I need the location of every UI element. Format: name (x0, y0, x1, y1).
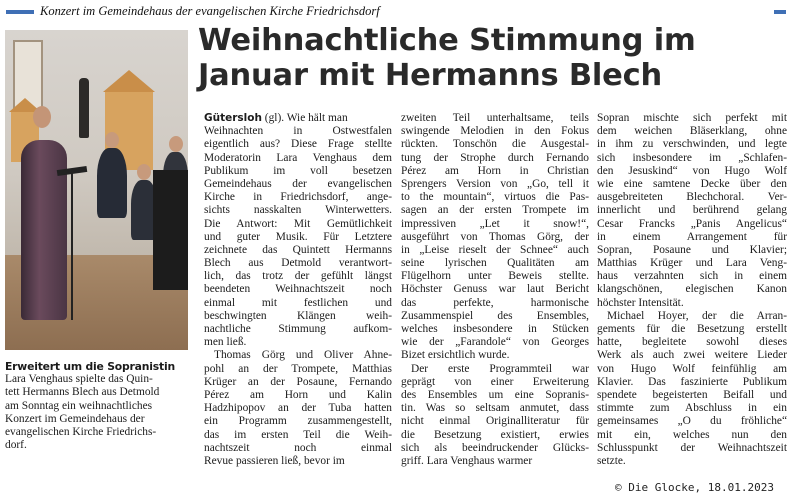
kicker-bar-right (774, 10, 786, 14)
article-line: Höchster Genuss war laut Bericht (401, 283, 589, 296)
article-line: seine lyrischen Qualitäten am (401, 257, 589, 270)
article-line: Pérez am Horn und Kalin (204, 388, 392, 401)
article-line: gements für die Besetzung erstellt (597, 323, 787, 335)
article-line: geprägt von einer Erweiterung (401, 375, 589, 388)
article-line: in ihm zu verschwinden, und legte (597, 138, 787, 151)
article-line: höchster Intensität. (597, 296, 684, 309)
article-line: Die Antwort: Mit Gemütlichkeit (204, 217, 392, 230)
dateline: Gütersloh (204, 112, 262, 124)
article-line: die Besetzung existiert, erwies (401, 428, 589, 441)
article-line: ausgeführt von Thomas Görg, der (401, 230, 589, 243)
article-line: Zusammenspiel des Ensembles, (401, 309, 589, 322)
article-line: Gemeindehaus der evangelischen (204, 177, 392, 190)
article-line: Kirche in Friedrichsdorf, ange- (204, 191, 392, 204)
article-line: sichts nasskalten Winterwetters. (204, 204, 392, 217)
article-line: men ließ. (204, 336, 247, 349)
article-line: Klavier. Das faszinierte Publikum (597, 375, 787, 388)
article-line: in einem Arrangement für (597, 230, 787, 243)
article-line: Sopran, Posaune und Klavier; (597, 243, 787, 256)
article-line: Moderatorin Lara Venghaus dem (204, 151, 392, 164)
article-line: Hadzhipopov an der Tuba hatten (204, 402, 392, 415)
article-line: griff. Lara Venghaus warmer (401, 454, 533, 467)
article-line: lich, das trotz der gefühlt längst (204, 270, 392, 283)
article-line: den Jesuskind“ von Hugo Wolf (597, 164, 787, 177)
article-line: Thomas Görg und Oliver Ahne- (214, 349, 392, 362)
article-line: beendeten Weihnachtszeit noch (204, 283, 392, 296)
kicker-bar-left (6, 10, 34, 14)
article-line: des Ensembles um eine Sopranis- (401, 388, 589, 401)
photo-music-stand (71, 170, 73, 320)
article-line (204, 112, 392, 125)
article-line: Michael Hoyer, der die Arran- (607, 309, 787, 322)
article-line: Pérez am Horn in Christian (401, 164, 589, 177)
article-text: (gl). Wie hält man (261, 112, 348, 124)
article-line: Der erste Programmteil war (411, 362, 589, 375)
photo-soprano (21, 140, 67, 320)
article-line: swingende Melodien in den Fokus (401, 125, 589, 138)
article-line: innerlicht und berührend gelang (597, 204, 787, 217)
article-line: nicht einmal Originalliteratur für (401, 415, 589, 428)
article-line: Krüger an der Posaune, Fernando (204, 375, 392, 388)
article-line: tin. Was so seltsam anmutet, dass (401, 402, 589, 415)
article-line: haus verzahnten sich in einem (597, 270, 787, 283)
article-line: rückten. Tonschön die Ausgestal- (401, 138, 589, 151)
article-line: mit ein, welches nun den (597, 428, 787, 441)
article-line: in „Leise rieselt der Schnee“ auch (401, 243, 589, 256)
article-line: Werk als auch zwei weitere Lieder (597, 349, 787, 362)
article-line: Flügelhorn unter Beweis stellte. (401, 270, 589, 283)
photo-musician-head-2 (137, 164, 151, 180)
article-line: Matthias Krüger und Lara Veng- (597, 257, 787, 270)
caption-line: evangelischen Kirche Friedrichs- (5, 426, 157, 439)
headline-line-1: Weihnachtliche Stimmung im (198, 23, 696, 58)
article-line: sagen an der ersten Trompete im (401, 204, 589, 217)
photo-musician-head-3 (169, 136, 183, 152)
photo-house-roof (103, 70, 155, 92)
article-line: einmal mit festlichen und (204, 296, 392, 309)
photo-musician-head (105, 132, 119, 148)
article-line: pohl an der Trompete, Matthias (204, 362, 392, 375)
photo-sculpture (79, 78, 89, 138)
article-line: Bizet ersichtlich wurde. (401, 349, 510, 362)
article-line: to the mountain“, virtuos die Pas- (401, 191, 589, 204)
article-line: das perfekte, harmonische (401, 296, 589, 309)
article-line: das im ersten Teil die Weih- (204, 428, 392, 441)
article-line: und guter Musik. Für Letztere (204, 230, 392, 243)
article-line: zeichnete das Quintett Hermanns (204, 243, 392, 256)
article-line: spendete begeisterten Beifall und (597, 388, 787, 401)
article-line: ein Programm zusammengestellt, (204, 415, 392, 428)
caption-line: am Sonntag ein weihnachtliches (5, 399, 153, 412)
article-line: beschwingten Klängen weih- (204, 309, 392, 322)
article-line: tung der Strophe durch Fernando (401, 151, 589, 164)
article-line: Weihnachten in Ostwestfalen (204, 125, 392, 138)
article-column-1 (204, 112, 392, 468)
article-line: Cesar Francks „Panis Angelicus“ (597, 217, 787, 230)
article-line: ausgebreiteten Blechchoral. Ver- (597, 191, 787, 204)
article-line: nachtszeit noch einmal (204, 441, 392, 454)
photo-musician-horn (97, 148, 127, 218)
article-line: wie der „Farandole“ von Georges (401, 336, 589, 349)
headline (198, 23, 788, 93)
article-line: welches insbesondere in Stücken (401, 323, 589, 335)
caption-line: Lara Venghaus spielte das Quin- (5, 373, 153, 386)
article-line: sich insbesondere im „Schlafen- (597, 151, 787, 164)
article-line: nachtliche Stimmung aufkom- (204, 323, 392, 335)
caption-line: Konzert im Gemeindehaus der (5, 412, 145, 425)
article-line: Publikum im voll besetzen (204, 164, 392, 177)
caption-lead: Erweitert um die Sopranistin (5, 360, 175, 373)
article-line: Schlusspunkt der Weihnachtszeit (597, 441, 787, 454)
article-line: setzte. (597, 454, 626, 467)
article-line: wie eine samtene Decke über den (597, 177, 787, 190)
article-line: stimmte zum Abschluss in ein (597, 402, 787, 415)
caption-line: dorf. (5, 439, 27, 452)
article-line: eigentlich aus? Diese Frage stellte (204, 138, 392, 151)
article-line: sich als beeindruckender Glücks- (401, 441, 589, 454)
concert-photo (5, 30, 188, 350)
article-line: Blech aus Detmold verantwort- (204, 257, 392, 270)
article-line: dem weichen Bläserklang, ohne (597, 125, 787, 138)
article-column-2 (401, 112, 589, 468)
source-credit: © Die Glocke, 18.01.2023 (615, 481, 774, 494)
article-line: Revue passieren ließ, bevor im (204, 454, 345, 467)
article-line: impressiven „Let it snow!“, (401, 217, 589, 230)
kicker-banner (6, 3, 786, 19)
headline-line-2: Januar mit Hermanns Blech (198, 58, 663, 93)
kicker-text: Konzert im Gemeindehaus der evangelischen Kirche Friedrichsdorf (40, 4, 380, 18)
photo-soprano-head (33, 106, 51, 128)
photo-piano (153, 170, 188, 290)
article-line: klangschönen, elegischen Kanon (597, 283, 787, 296)
article-column-3 (597, 112, 787, 468)
article-line: hatte, begleitete sowohl dieses (597, 336, 787, 349)
article-line: gemeinsames „O du fröhliche“ (597, 415, 787, 428)
article-line: zweiten Teil unterhaltsame, teils (401, 112, 589, 124)
article-line: Sprengers Version von „Go, tell it (401, 177, 589, 190)
photo-caption (5, 360, 188, 452)
article-line: Sopran mischte sich perfekt mit (597, 112, 787, 124)
caption-line: tett Hermanns Blech aus Detmold (5, 386, 160, 399)
article-line: von Hugo Wolf feinfühlig am (597, 362, 787, 375)
